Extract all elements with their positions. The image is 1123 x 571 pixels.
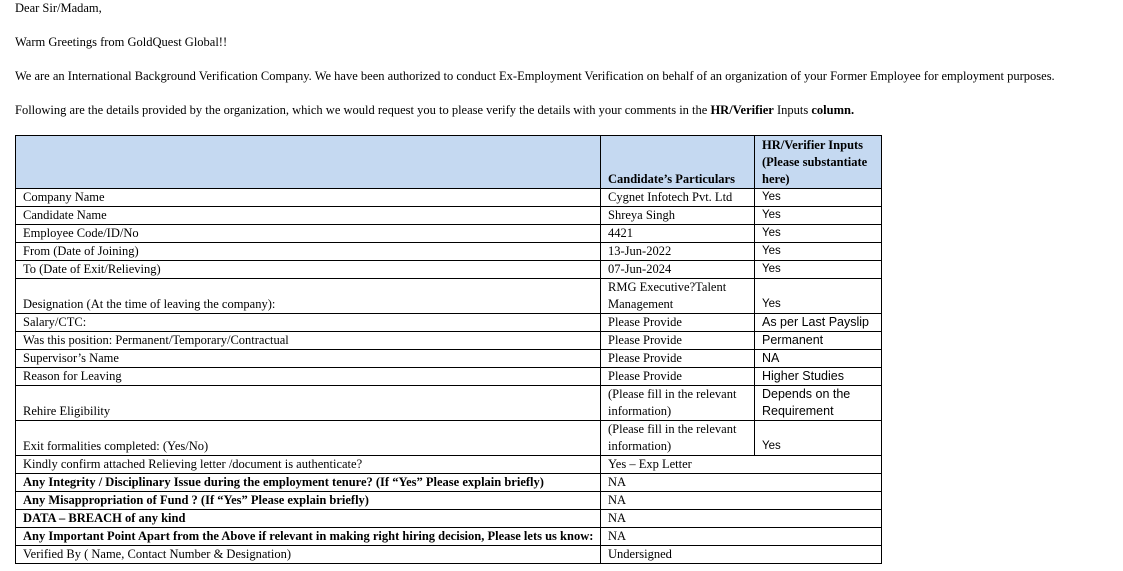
row-verifier-cell: Yes bbox=[755, 279, 882, 314]
row-value-cell: NA bbox=[601, 510, 882, 528]
request-bold-2: column. bbox=[811, 103, 855, 117]
row-label-cell: Salary/CTC: bbox=[16, 314, 601, 332]
row-label-cell: Rehire Eligibility bbox=[16, 386, 601, 421]
row-particular-cell: Cygnet Infotech Pvt. Ltd bbox=[601, 189, 755, 207]
row-value-cell: NA bbox=[601, 474, 882, 492]
row-label-cell: Any Integrity / Disciplinary Issue during the employment tenure? (If “Yes” Please explain briefly) bbox=[16, 474, 601, 492]
table-row bbox=[16, 492, 882, 510]
row-verifier-cell: Yes bbox=[755, 225, 882, 243]
header-particulars-cell: Candidate’s Particulars bbox=[601, 136, 755, 189]
row-verifier-cell: Yes bbox=[755, 189, 882, 207]
row-label-cell: Verified By ( Name, Contact Number & Designation) bbox=[16, 546, 601, 564]
row-label-cell: Was this position: Permanent/Temporary/Contractual bbox=[16, 332, 601, 350]
row-label-cell: Any Important Point Apart from the Above if relevant in making right hiring decision, Please lets us know: bbox=[16, 528, 601, 546]
table-row bbox=[16, 546, 882, 564]
table-row bbox=[16, 456, 882, 474]
table-row bbox=[16, 510, 882, 528]
header-label-cell bbox=[16, 136, 601, 189]
row-label-cell: To (Date of Exit/Relieving) bbox=[16, 261, 601, 279]
table-row bbox=[16, 261, 882, 279]
row-particular-cell: Please Provide bbox=[601, 314, 755, 332]
row-particular-cell: 07-Jun-2024 bbox=[601, 261, 755, 279]
row-particular-cell: Please Provide bbox=[601, 350, 755, 368]
row-particular-cell: (Please fill in the relevant information) bbox=[601, 421, 755, 456]
row-label-cell: Exit formalities completed: (Yes/No) bbox=[16, 421, 601, 456]
request-bold: HR/Verifier bbox=[710, 103, 774, 117]
verification-table bbox=[15, 135, 882, 564]
table-row bbox=[16, 528, 882, 546]
row-label-cell: Candidate Name bbox=[16, 207, 601, 225]
row-verifier-cell: Yes bbox=[755, 207, 882, 225]
row-label-cell: Reason for Leaving bbox=[16, 368, 601, 386]
row-label-cell: Employee Code/ID/No bbox=[16, 225, 601, 243]
table-row bbox=[16, 350, 882, 368]
row-verifier-cell: Yes bbox=[755, 261, 882, 279]
table-row bbox=[16, 386, 882, 421]
row-verifier-cell: Higher Studies bbox=[755, 368, 882, 386]
row-particular-cell: RMG Executive?Talent Management bbox=[601, 279, 755, 314]
request-mid: Inputs bbox=[773, 103, 812, 117]
row-particular-cell: Please Provide bbox=[601, 368, 755, 386]
row-value-cell: Undersigned bbox=[601, 546, 882, 564]
row-particular-cell: Shreya Singh bbox=[601, 207, 755, 225]
table-row bbox=[16, 225, 882, 243]
row-label-cell: Designation (At the time of leaving the company): bbox=[16, 279, 601, 314]
row-verifier-cell: Yes bbox=[755, 421, 882, 456]
table-row bbox=[16, 207, 882, 225]
request-paragraph bbox=[15, 102, 854, 118]
table-row bbox=[16, 421, 882, 456]
row-verifier-cell: NA bbox=[755, 350, 882, 368]
row-verifier-cell: Permanent bbox=[755, 332, 882, 350]
salutation: Dear Sir/Madam, bbox=[15, 1, 102, 15]
row-value-cell: NA bbox=[601, 492, 882, 510]
row-verifier-cell: Depends on the Requirement bbox=[755, 386, 882, 421]
table-header-row bbox=[16, 136, 882, 189]
verification-table-body bbox=[16, 136, 882, 564]
row-label-cell: Company Name bbox=[16, 189, 601, 207]
header-verifier-cell: HR/Verifier Inputs (Please substantiate here) bbox=[755, 136, 882, 189]
row-particular-cell: 13-Jun-2022 bbox=[601, 243, 755, 261]
row-label-cell: DATA – BREACH of any kind bbox=[16, 510, 601, 528]
row-particular-cell: 4421 bbox=[601, 225, 755, 243]
row-value-cell: NA bbox=[601, 528, 882, 546]
row-label-cell: Any Misappropriation of Fund ? (If “Yes” Please explain briefly) bbox=[16, 492, 601, 510]
table-row bbox=[16, 368, 882, 386]
table-row bbox=[16, 474, 882, 492]
intro-paragraph: We are an International Background Verification Company. We have been authorized to conduct Ex-Employment Verification on behalf of an organization of your Former Employee for employment purposes. bbox=[15, 69, 1055, 83]
row-label-cell: Kindly confirm attached Relieving letter /document is authenticate? bbox=[16, 456, 601, 474]
request-prefix: Following are the details provided by the organization, which we would request you to please verify the details with your comments in the bbox=[15, 103, 711, 117]
row-particular-cell: Please Provide bbox=[601, 332, 755, 350]
row-particular-cell: (Please fill in the relevant information) bbox=[601, 386, 755, 421]
table-row bbox=[16, 279, 882, 314]
table-row bbox=[16, 189, 882, 207]
row-label-cell: Supervisor’s Name bbox=[16, 350, 601, 368]
row-value-cell: Yes – Exp Letter bbox=[601, 456, 882, 474]
row-verifier-cell: Yes bbox=[755, 243, 882, 261]
table-row bbox=[16, 332, 882, 350]
row-label-cell: From (Date of Joining) bbox=[16, 243, 601, 261]
row-verifier-cell: As per Last Payslip bbox=[755, 314, 882, 332]
greeting: Warm Greetings from GoldQuest Global!! bbox=[15, 35, 228, 49]
table-row bbox=[16, 243, 882, 261]
table-row bbox=[16, 314, 882, 332]
